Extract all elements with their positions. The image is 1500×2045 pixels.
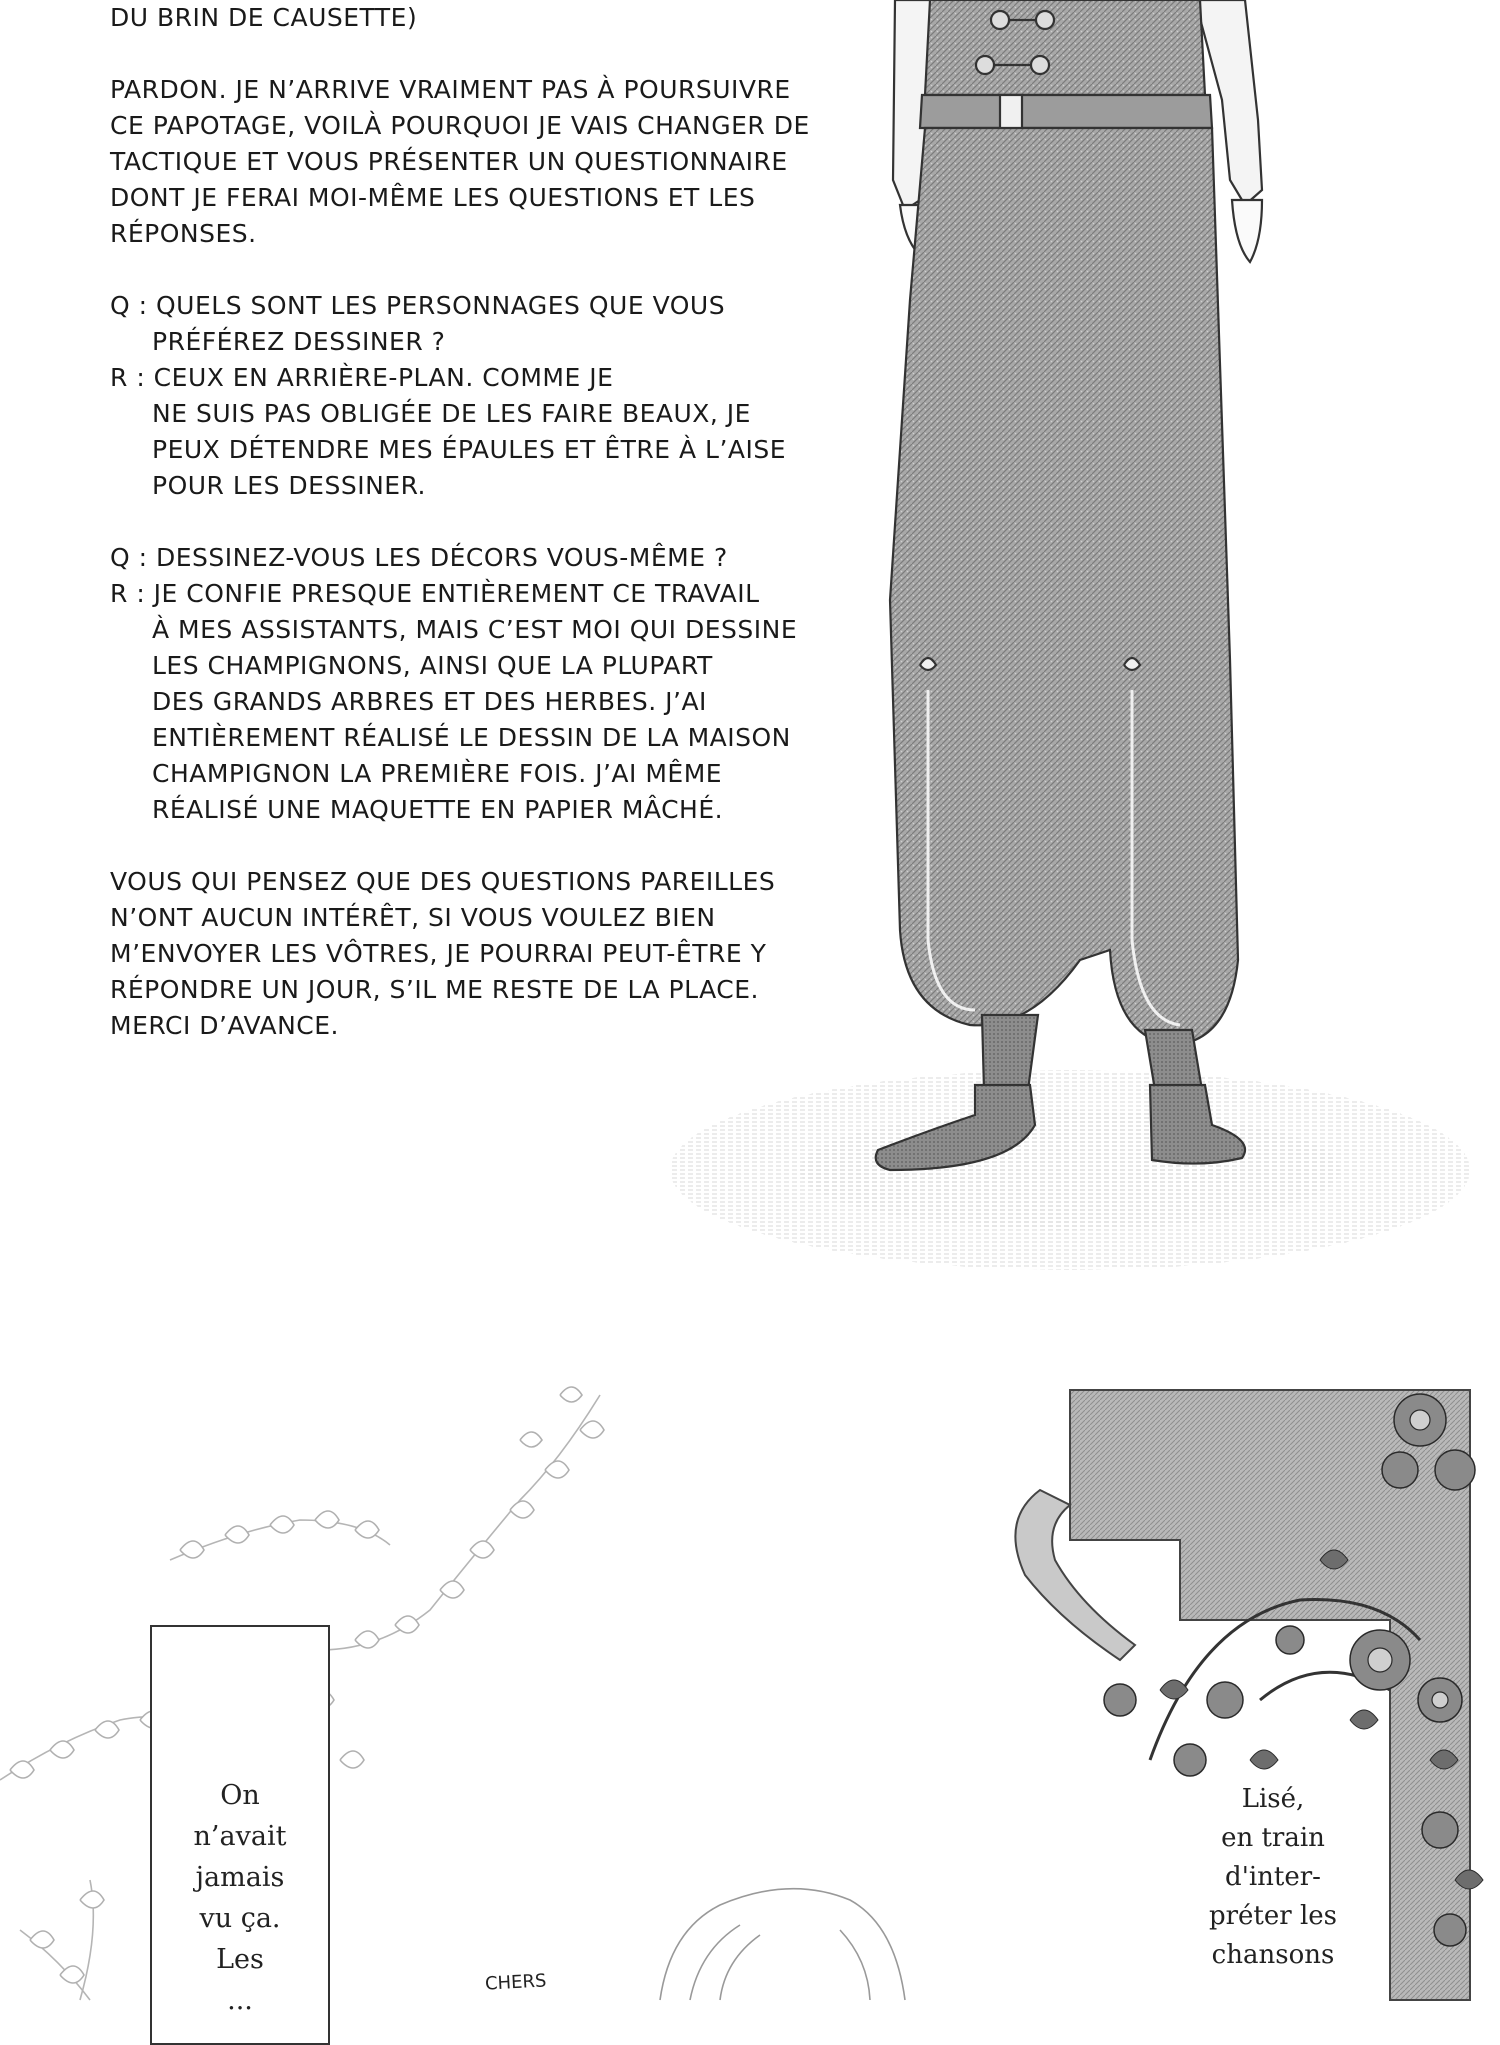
text-line: RÉPONSES. [110, 219, 257, 248]
text-line: POUR LES DESSINER. [152, 471, 426, 500]
caption-line: en train [1221, 1823, 1325, 1853]
text-line: CE PAPOTAGE, VOILÀ POURQUOI JE VAIS CHANGER DE [110, 111, 810, 140]
caption-line: jamais [195, 1862, 285, 1893]
text-line: LES CHAMPIGNONS, AINSI QUE LA PLUPART [152, 651, 713, 680]
text-line: DONT JE FERAI MOI-MÊME LES QUESTIONS ET LES [110, 183, 756, 212]
narration-caption-right [1198, 1780, 1348, 1975]
text-line: R : JE CONFIE PRESQUE ENTIÈREMENT CE TRAVAIL [110, 579, 760, 608]
caption-line: Les [216, 1944, 264, 1975]
text-line: Q : QUELS SONT LES PERSONNAGES QUE VOUS [110, 291, 726, 320]
text-line: DES GRANDS ARBRES ET DES HERBES. J’AI [152, 687, 707, 716]
caption-line: Lisé, [1241, 1784, 1305, 1814]
text-line: TACTIQUE ET VOUS PRÉSENTER UN QUESTIONNAIRE [110, 147, 788, 176]
character-head-sketch [660, 1889, 905, 2000]
caption-line: ... [227, 1985, 253, 2016]
author-note-text [110, 0, 810, 1044]
sound-effect-text: CHERS [484, 1970, 547, 1995]
text-line: MERCI D’AVANCE. [110, 1011, 339, 1040]
caption-line: chansons [1211, 1940, 1335, 1970]
text-line: Q : DESSINEZ-VOUS LES DÉCORS VOUS-MÊME ? [110, 543, 728, 572]
paragraph-gap [110, 252, 790, 288]
text-line: N’ONT AUCUN INTÉRÊT, SI VOUS VOULEZ BIEN [110, 903, 716, 932]
text-line: NE SUIS PAS OBLIGÉE DE LES FAIRE BEAUX, JE [152, 399, 751, 428]
text-line: RÉALISÉ UNE MAQUETTE EN PAPIER MÂCHÉ. [152, 795, 724, 824]
caption-line: vu ça. [199, 1903, 281, 1934]
ground-shadow [670, 1070, 1470, 1270]
text-line: RÉPONDRE UN JOUR, S’IL ME RESTE DE LA PLACE. [110, 975, 759, 1004]
paragraph-gap [110, 828, 790, 864]
paragraph-gap [110, 36, 790, 72]
text-line: R : CEUX EN ARRIÈRE-PLAN. COMME JE [110, 363, 614, 392]
narration-box-left [150, 1625, 330, 2045]
text-line: VOUS QUI PENSEZ QUE DES QUESTIONS PAREILLES [110, 867, 776, 896]
caption-line: On [220, 1780, 260, 1811]
paragraph-gap [110, 504, 790, 540]
text-line: CHAMPIGNON LA PREMIÈRE FOIS. J’AI MÊME [152, 759, 723, 788]
character-figure [876, 0, 1262, 1170]
caption-line: d'inter- [1225, 1862, 1321, 1892]
text-line: DU BRIN DE CAUSETTE) [110, 3, 418, 32]
text-line: ENTIÈREMENT RÉALISÉ LE DESSIN DE LA MAISON [152, 723, 791, 752]
text-line: PRÉFÉREZ DESSINER ? [152, 327, 446, 356]
caption-line: préter les [1208, 1901, 1338, 1931]
text-line: PEUX DÉTENDRE MES ÉPAULES ET ÊTRE À L’AISE [152, 435, 787, 464]
text-line: À MES ASSISTANTS, MAIS C’EST MOI QUI DESSINE [152, 615, 798, 644]
caption-line: n’avait [193, 1821, 287, 1852]
text-line: M’ENVOYER LES VÔTRES, JE POURRAI PEUT-ÊTRE Y [110, 939, 767, 968]
text-line: PARDON. JE N’ARRIVE VRAIMENT PAS À POURSUIVRE [110, 75, 791, 104]
